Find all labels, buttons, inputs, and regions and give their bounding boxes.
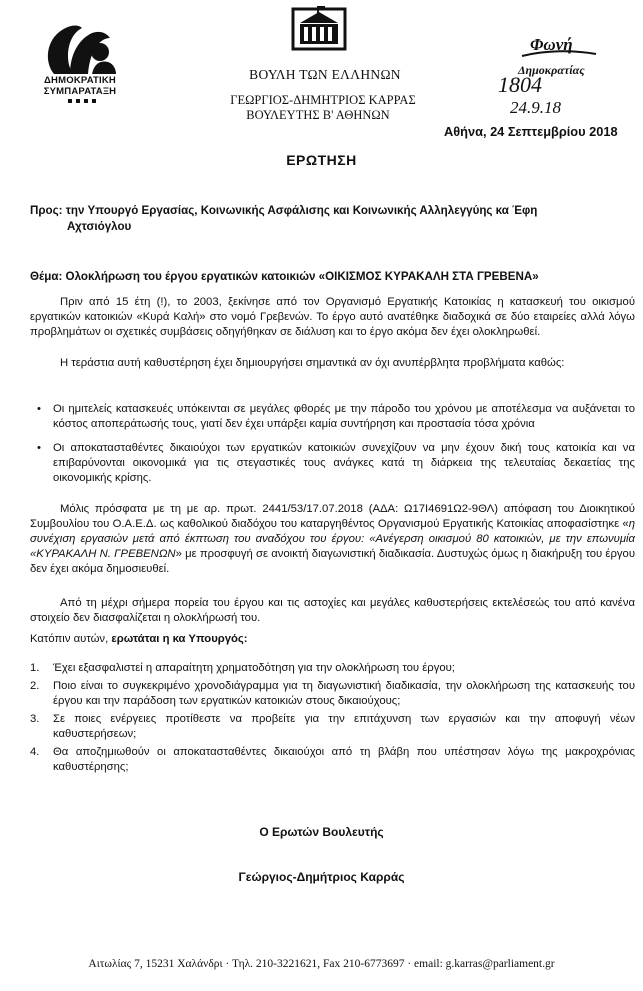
question-text: Ποιο είναι το συγκεκριμένο χρονοδιάγραμμα για τη διαγωνιστική διαδικασία, την ολοκλήρωση της κατασκευής του έργου και την παράδοση των εργατικών κατοικιών στους δικαιούχους;	[53, 680, 635, 707]
footer-contact: Αιτωλίας 7, 15231 Χαλάνδρι · Τηλ. 210-3221621, Fax 210-6773697 · email: g.karras@parliament.gr	[88, 958, 555, 970]
paragraph-5	[30, 632, 635, 647]
handwritten-number: 1804	[498, 72, 542, 97]
recipient-line2: Αχτσιόγλου	[67, 220, 132, 233]
list-item	[30, 402, 635, 432]
question-list	[30, 661, 635, 778]
list-item	[30, 745, 635, 775]
question-number: 3.	[30, 713, 40, 725]
bullet-icon: •	[37, 442, 41, 454]
paragraph-4: Από τη μέχρι σήμερα πορεία του έργου και τις αστοχίες και μεγάλες καθυστερήσεις εκτελέσεώς του από κανένα στοιχείο δεν διασφαλίζεται η ολοκλήρωσή του.	[30, 597, 635, 624]
mp-title: ΒΟΥΛΕΥΤΗΣ Β' ΑΘΗΝΩΝ	[246, 108, 390, 122]
logo-right-line1: Φωνή	[530, 35, 573, 54]
paragraph-1: Πριν από 15 έτη (!), το 2003, ξεκίνησε από τον Οργανισμό Εργατικής Κατοικίας η κατασκευή του οικισμού εργατικών κατοικιών «Κυρά Καλή» στο νομό Γρεβενών. Το έργο αυτό ανατέθηκε διαδοχικά σε δύο εταιρείες αλλά λόγω προβλημάτων οι σχετικές συμβάσεις οδηγήθηκαν σε διάλυση και το έργο ακόμα δεν έχει ολοκληρωθεί.	[30, 296, 635, 338]
mp-name: ΓΕΩΡΓΙΟΣ-ΔΗΜΗΤΡΙΟΣ ΚΑΡΡΑΣ	[230, 93, 416, 107]
bullet-text: Οι αποκατασταθέντες δικαιούχοι των εργατικών κατοικιών συνεχίζουν να μην έχουν δική τους κατοικία και να επιβαρύνονται οικονομικά για τις στεγαστικές τους ανάγκες κατά τη διάρκεια της τελευταίας δεκαετίας της οικονομικής κρίσης.	[53, 442, 635, 484]
bullet-text: Οι ημιτελείς κατασκευές υπόκεινται σε μεγάλες φθορές με την πάροδο του χρόνου με αποτέλεσμα να αυξάνεται το κόστος αποπεράτωσής τους, γιατί δεν έχει υπάρξει καμία συντήρηση και προστασία τόσα χρόνια	[53, 403, 635, 430]
bullet-list	[30, 402, 635, 495]
paragraph-3-part1: Μόλις πρόσφατα με τη με αρ. πρωτ. 2441/53/17.07.2018 (ΑΔΑ: Ω17Ι4691Ω2-9ΘΛ) απόφαση του Διοικητικού Συμβουλίου του Ο.Α.Ε.Δ. ως καθολικού διαδόχου του καταργηθέντος Οργανισμού Εργατικής Κατοικίας αποφασίστηκε «	[30, 503, 635, 530]
parliament-name: ΒΟΥΛΗ ΤΩΝ ΕΛΛΗΝΩΝ	[249, 67, 401, 82]
document-heading: ΕΡΩΤΗΣΗ	[286, 152, 357, 168]
party-name-line1: ΔΗΜΟΚΡΑΤΙΚΗ	[44, 75, 116, 86]
question-text: Έχει εξασφαλιστεί η απαραίτητη χρηματοδότηση για την ολοκλήρωση του έργου;	[53, 662, 455, 674]
recipient	[30, 203, 620, 235]
paragraph-2: Η τεράστια αυτή καθυστέρηση έχει δημιουργήσει σημαντικά αν όχι ανυπέρβλητα προβλήματα καθώς:	[60, 357, 565, 369]
question-number: 1.	[30, 662, 40, 674]
paragraph-3-part2: » με προσφυγή σε ανοικτή διαγωνιστική διαδικασία. Δυστυχώς όμως η διακήρυξη του έργου δεν έχει ακόμα δημοσιευθεί.	[30, 548, 635, 575]
paragraph-5-bold: ερωτάται η κα Υπουργός:	[111, 633, 248, 645]
recipient-line1: Προς: την Υπουργό Εργασίας, Κοινωνικής Ασφάλισης και Κοινωνικής Αλληλεγγύης κα Έφη	[30, 204, 538, 217]
bullet-icon: •	[37, 403, 41, 415]
question-text: Σε ποιες ενέργειες προτίθεστε να προβείτε για την επιτάχυνση των εργασιών και την αποφυγή νέων καθυστερήσεων;	[53, 713, 635, 740]
subject: Θέμα: Ολοκλήρωση του έργου εργατικών κατοικιών «ΟΙΚΙΣΜΟΣ ΚΥΡΑΚΑΛΗ ΣΤΑ ΓΡΕΒΕΝΑ»	[30, 270, 539, 283]
party-logo	[40, 22, 120, 76]
date-line: Αθήνα, 24 Σεπτεμβρίου 2018	[444, 124, 618, 139]
parliament-emblem-icon	[290, 4, 348, 54]
paragraph-3-quote: η συνέχιση εργασιών μετά από έκπτωση του αναδόχου του έργου: «Ανέγερση οικισμού 80 κατοικιών, με την επωνυμία «ΚΥΡΑΚΑΛΗ Ν. ΓΡΕΒΕΝΩΝ	[30, 518, 635, 560]
signer-name: Γεώργιος-Δημήτριος Καρράς	[238, 870, 405, 884]
paragraph-3	[30, 502, 635, 577]
question-text: Θα αποζημιωθούν οι αποκατασταθέντες δικαιούχοι από τη βλάβη που υπέστησαν λόγω της μακροχρόνιας καθυστέρησης;	[53, 746, 635, 773]
party-name-line2: ΣΥΜΠΑΡΑΤΑΞΗ	[43, 86, 117, 97]
question-number: 4.	[30, 746, 40, 758]
list-item	[30, 679, 635, 709]
handwritten-date: 24.9.18	[510, 98, 561, 117]
party-dots-icon	[38, 98, 118, 104]
question-number: 2.	[30, 680, 40, 692]
signer-title: Ο Ερωτών Βουλευτής	[259, 825, 384, 839]
logo-right-line2: Δημοκρατίας	[518, 63, 585, 77]
list-item	[30, 661, 635, 676]
list-item	[30, 441, 635, 486]
paragraph-5-lead: Κατόπιν αυτών,	[30, 633, 109, 645]
list-item	[30, 712, 635, 742]
